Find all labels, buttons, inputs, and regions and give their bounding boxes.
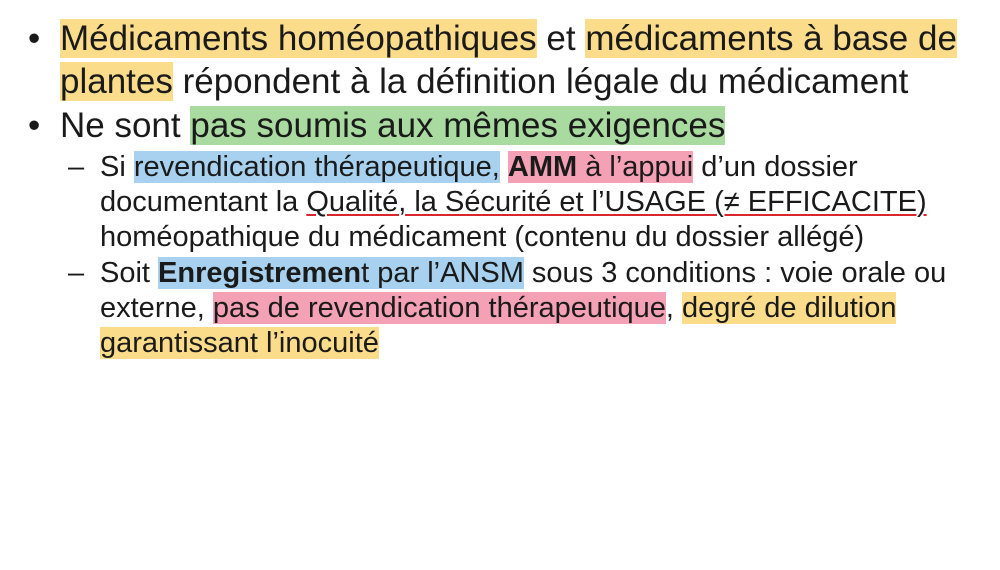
list-item (60, 256, 980, 360)
highlight-segment: médicaments à base de plantes (60, 19, 957, 101)
plain-segment: homéopathique du médicament (contenu du dossier allégé) (100, 220, 865, 253)
bullet-1-text (60, 19, 957, 101)
plain-segment: Soit (100, 257, 159, 290)
highlight-segment: Médicaments homéopathiques (60, 19, 537, 58)
underlined-segment: Qualité, la Sécurité et l’USAGE (≠ EFFICACITE) (306, 185, 927, 218)
plain-segment: , (665, 292, 683, 325)
highlight-segment: pas soumis aux mêmes exigences (190, 106, 726, 146)
highlight-segment: t par l’ANSM (361, 257, 524, 290)
sub-2-text (100, 257, 946, 359)
bullet-2-text (60, 106, 725, 145)
list-item (14, 18, 980, 103)
list-item (60, 150, 980, 254)
plain-segment: et (536, 19, 586, 58)
highlight-bold-segment: AMM (507, 151, 578, 184)
plain-segment: Ne sont (60, 106, 191, 146)
highlight-segment: degré de dilution garantissant l’inocuité (100, 292, 897, 360)
dash-marker: – (68, 257, 85, 290)
highlight-segment: à l’appui (577, 151, 694, 184)
plain-segment (500, 151, 508, 183)
highlight-segment: revendication thérapeutique, (133, 151, 500, 184)
bullet-list (14, 18, 980, 361)
highlight-bold-segment: Enregistremen (158, 257, 362, 290)
highlight-segment: pas de revendication thérapeutique (212, 292, 666, 325)
plain-segment: Si (100, 151, 134, 184)
plain-segment: d’un dossier documentant la (100, 151, 858, 218)
dash-marker: – (68, 151, 85, 184)
bullet-marker: • (28, 19, 41, 58)
bullet-marker: • (28, 106, 41, 146)
list-item (14, 105, 980, 360)
sub-bullet-list (60, 150, 980, 361)
plain-segment: répondent à la définition légale du médicament (172, 61, 909, 101)
sub-1-text (100, 151, 927, 253)
plain-segment: sous 3 conditions : voie orale ou externe, (100, 257, 947, 325)
